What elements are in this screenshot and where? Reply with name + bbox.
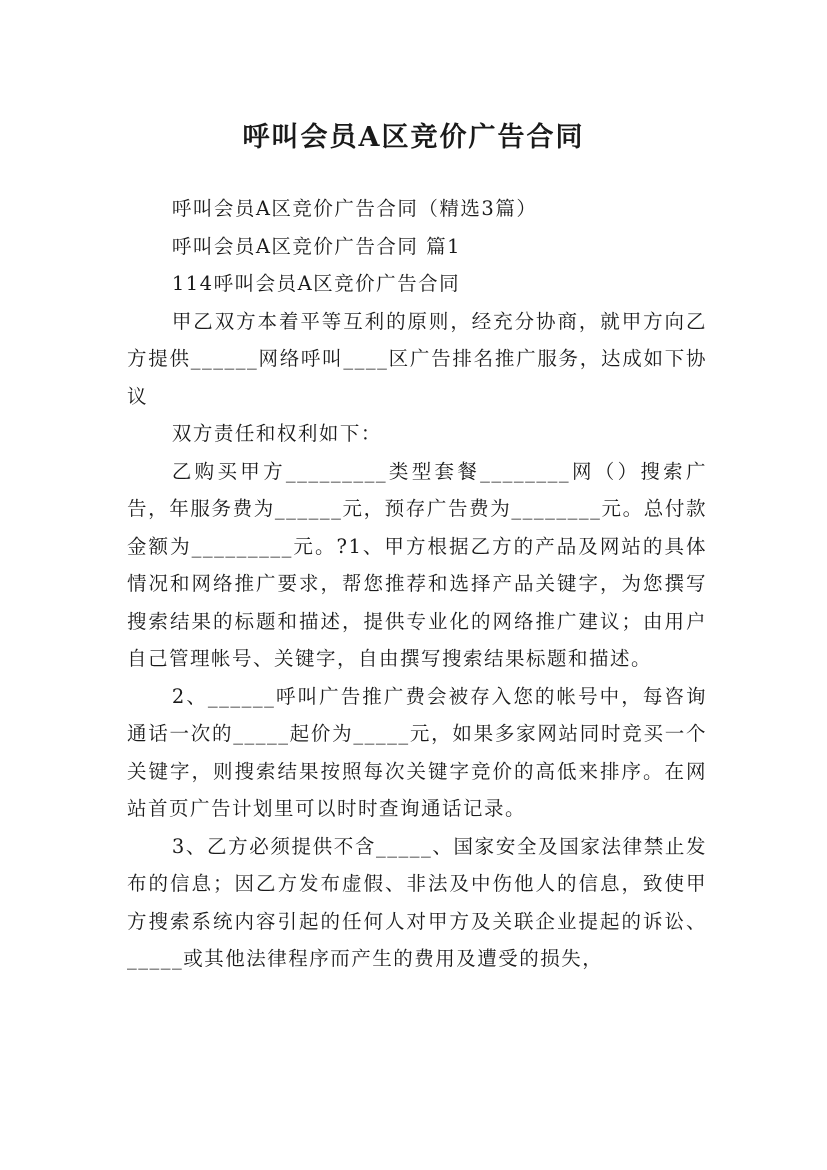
paragraph-responsibilities-heading: 双方责任和权利如下：	[171, 422, 382, 445]
subtitle-collection: 呼叫会员A区竞价广告合同（精选3篇）	[171, 197, 538, 220]
paragraph-clause-2: 2、______呼叫广告推广费会被存入您的帐号中，每咨询通话一次的_____起价为_____元，如果多家网站同时竞买一个关键字，则搜索结果按照每次关键字竞价的高低来排序。在网站首页广告计划里可以时时查询通话记录。	[127, 684, 707, 820]
subtitle-part: 呼叫会员A区竞价广告合同 篇1	[171, 234, 462, 258]
subtitle-contract-name: 114呼叫会员A区竞价广告合同	[171, 272, 461, 295]
paragraph-clause-1: 乙购买甲方_________类型套餐________网（）搜索广告，年服务费为______元，预存广告费为________元。总付款金额为_________元。?1、甲方根据乙方的产品及网站的具体情况和网络推广要求，帮您推荐和选择产品关键字，为您撰写搜索结果的标题和描述，提供专业化的网络推广建议；由用户自己管理帐号、关键字，自由撰写搜索结果标题和描述。	[127, 459, 707, 670]
document-body	[127, 190, 707, 978]
paragraph-preamble: 甲乙双方本着平等互利的原则，经充分协商，就甲方向乙方提供______网络呼叫____区广告排名推广服务，达成如下协议	[127, 309, 707, 408]
document-title: 呼叫会员A区竞价广告合同	[242, 122, 585, 154]
paragraph-clause-3: 3、乙方必须提供不含_____、国家安全及国家法律禁止发布的信息；因乙方发布虚假、非法及中伤他人的信息，致使甲方搜索系统内容引起的任何人对甲方及关联企业提起的诉讼、_____或其他法律程序而产生的费用及遭受的损失，	[127, 834, 707, 970]
